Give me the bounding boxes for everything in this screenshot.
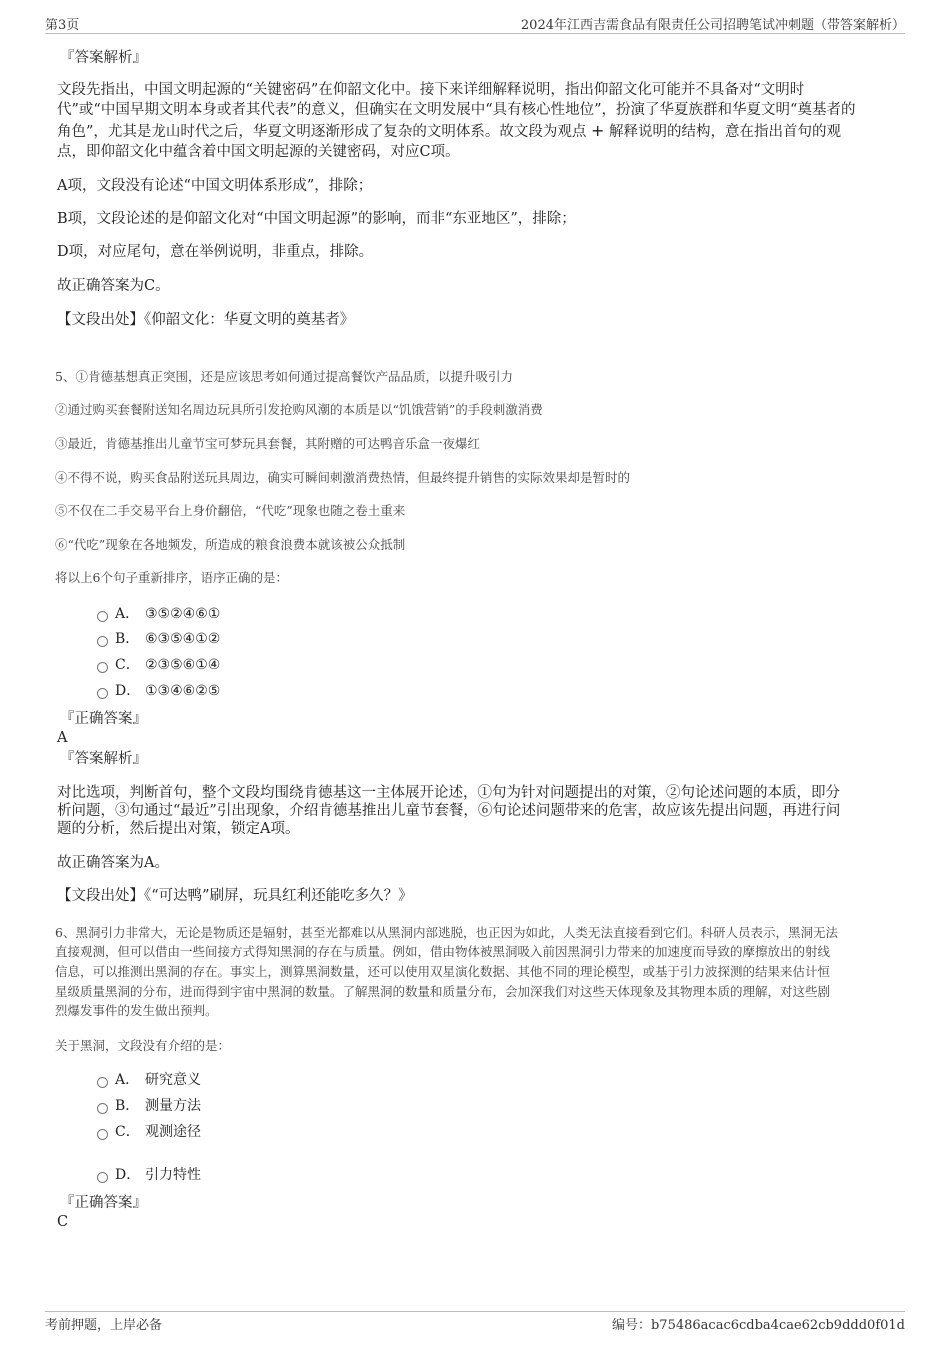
analysis-line-3-text: 角色”，尤其是龙山时代之后，华夏文明逐渐形成了复杂的文明体系。故文段为观点 [57, 124, 587, 140]
option-letter: D． [115, 1167, 141, 1183]
radio-icon[interactable] [97, 688, 108, 699]
q6-passage-line-3: 信息，可以推测出黑洞的存在。事实上，测算黑洞数量，还可以使用双星演化数据、其他不同的理论模型，或基于引力波探测的结果来估计恒 [55, 964, 831, 979]
option-text: ①③④⑥②⑤ [145, 683, 221, 699]
q5-answer-heading: 『正确答案』 [60, 711, 147, 727]
q6-option-d[interactable] [97, 1165, 201, 1185]
option-text: ⑥③⑤④①② [145, 631, 221, 647]
option-text: ②③⑤⑥①④ [145, 657, 221, 673]
q5-analysis-line-2: 析问题，③句通过“最近”引出现象，介绍肯德基推出儿童节套餐，⑥句论述问题带来的危害，故应该先提出问题，再进行问 [57, 803, 841, 819]
radio-icon[interactable] [97, 1129, 108, 1140]
q5-sentence-1: 5、①肯德基想真正突围，还是应该思考如何通过提高餐饮产品品质，以提升吸引力 [55, 369, 513, 384]
radio-icon[interactable] [97, 1077, 108, 1088]
q6-answer: C [57, 1214, 69, 1230]
radio-icon[interactable] [97, 611, 108, 622]
q5-sentence-5: ⑤不仅在二手交易平台上身价翻倍，“代吃”现象也随之卷土重来 [55, 503, 406, 518]
answer-conclusion: 故正确答案为C。 [57, 278, 170, 294]
option-a-explanation: A项，文段没有论述“中国文明体系形成”，排除； [57, 178, 373, 194]
analysis-heading: 『答案解析』 [60, 50, 147, 66]
analysis-line-4: 点，即仰韶文化中蕴含着中国文明起源的关键密码，对应C项。 [57, 144, 460, 160]
option-b-explanation: B项，文段论述的是仰韶文化对“中国文明起源”的影响，而非“东亚地区”，排除； [57, 211, 576, 227]
option-letter: D． [115, 683, 141, 699]
q6-passage-line-5: 烈爆发事件的发生做出预判。 [55, 1003, 218, 1018]
option-text: 测量方法 [145, 1098, 201, 1114]
q5-sentence-6: ⑥“代吃”现象在各地频发，所造成的粮食浪费本就该被公众抵制 [55, 537, 406, 552]
q5-analysis-heading: 『答案解析』 [60, 751, 147, 767]
q6-option-c[interactable] [97, 1122, 201, 1142]
q5-conclusion: 故正确答案为A。 [57, 855, 169, 871]
q5-sentence-4: ④不得不说，购买食品附送玩具周边，确实可瞬间刺激消费热情，但最终提升销售的实际效果却是暂时的 [55, 470, 631, 485]
page-number: 第3页 [45, 18, 80, 33]
option-letter: B． [115, 631, 140, 647]
option-d-explanation: D项，对应尾句，意在举例说明，非重点，排除。 [57, 244, 374, 260]
q5-prompt: 将以上6个句子重新排序，语序正确的是： [55, 570, 288, 585]
option-letter: C． [115, 1124, 140, 1140]
option-text: 研究意义 [145, 1072, 201, 1088]
q6-answer-heading: 『正确答案』 [60, 1195, 147, 1211]
plus-sign: + [591, 121, 605, 140]
option-letter: A． [115, 606, 140, 622]
q5-analysis-line-1: 对比选项，判断首句，整个文段均围绕肯德基这一主体展开论述，①句为针对问题提出的对策，②句论述问题的本质，即分 [57, 785, 840, 801]
footer-divider [45, 1311, 905, 1312]
option-letter: B． [115, 1098, 140, 1114]
q6-option-b[interactable] [97, 1096, 201, 1116]
radio-icon[interactable] [97, 1103, 108, 1114]
analysis-line-1: 文段先指出，中国文明起源的“关键密码”在仰韶文化中。接下来详细解释说明，指出仰韶文化可能并不具备对“文明时 [57, 82, 805, 98]
q5-option-a[interactable] [97, 604, 220, 624]
text-source: 【文段出处】《仰韶文化：华夏文明的奠基者》 [57, 312, 355, 328]
option-text: 观测途径 [145, 1124, 201, 1140]
q6-passage-line-4: 星级质量黑洞的分布，进而得到宇宙中黑洞的数量。了解黑洞的数量和质量分布，会加深我们对这些天体现象及其物理本质的理解，对这些剧 [55, 984, 831, 999]
analysis-line-3 [57, 121, 841, 142]
analysis-line-2: 代”或“中国早期文明本身或者其代表”的意义，但确实在文明发展中“具有核心性地位”，扮演了华夏族群和华夏文明“奠基者的 [57, 102, 856, 118]
q6-passage-line-1: 6、黑洞引力非常大，无论是物质还是辐射，甚至光都难以从黑洞内部逃脱，也正因为如此，人类无法直接看到它们。科研人员表示，黑洞无法 [55, 925, 838, 940]
q5-answer: A [57, 730, 68, 746]
q6-passage-line-2: 直接观测，但可以借由一些间接方式得知黑洞的存在与质量。例如，借由物体被黑洞吸入前因黑洞引力带来的加速度而导致的摩擦放出的射线 [55, 944, 831, 959]
q5-sentence-2: ②通过购买套餐附送知名周边玩具所引发抢购风潮的本质是以“饥饿营销”的手段刺激消费 [55, 402, 543, 417]
option-text: 引力特性 [145, 1167, 201, 1183]
q5-option-b[interactable] [97, 629, 220, 649]
q6-option-a[interactable] [97, 1070, 201, 1090]
q5-source: 【文段出处】《“可达鸭”刷屏，玩具红利还能吃多久？》 [57, 888, 413, 904]
q5-option-c[interactable] [97, 655, 220, 675]
header-divider [45, 33, 905, 34]
option-text: ③⑤②④⑥① [145, 606, 221, 622]
document-title: 2024年江西吉需食品有限责任公司招聘笔试冲刺题（带答案解析） [520, 18, 905, 33]
q5-sentence-3: ③最近，肯德基推出儿童节宝可梦玩具套餐，其附赠的可达鸭音乐盒一夜爆红 [55, 436, 481, 451]
footer-slogan: 考前押题，上岸必备 [45, 1318, 163, 1333]
option-letter: C． [115, 657, 140, 673]
radio-icon[interactable] [97, 636, 108, 647]
footer-serial: 编号：b75486acac6cdba4cae62cb9ddd0f01d [611, 1318, 905, 1333]
q6-prompt: 关于黑洞，文段没有介绍的是： [55, 1038, 231, 1053]
option-letter: A． [115, 1072, 140, 1088]
analysis-line-3-tail: 解释说明的结构，意在指出首句的观 [609, 124, 842, 140]
q5-option-d[interactable] [97, 681, 220, 701]
radio-icon[interactable] [97, 662, 108, 673]
q5-analysis-line-3: 题的分析，然后提出对策，锁定A项。 [57, 821, 300, 837]
radio-icon[interactable] [97, 1172, 108, 1183]
